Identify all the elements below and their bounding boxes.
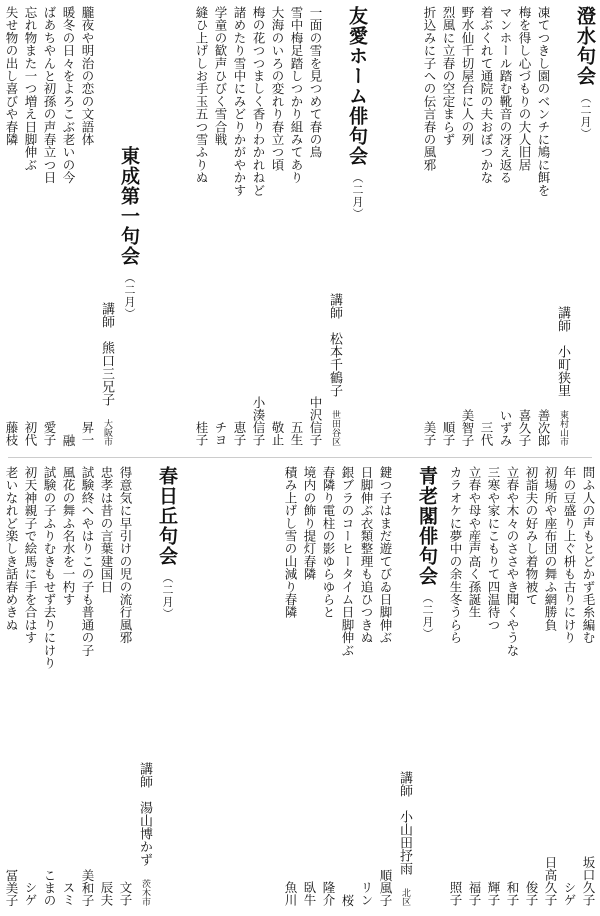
haiku-line: 失せ物の出し喜びや春隣 藤枝	[4, 6, 19, 446]
haiku-line: 着ぶくれて通院の夫おぼつかな 三代	[479, 6, 494, 446]
lecturer-line: 講師 湯山博かず 茨木市	[137, 762, 152, 906]
group-chosui	[422, 6, 596, 446]
group-title: 青老閣俳句会 （二月）	[416, 466, 438, 640]
haiku-line: 野水仙千切屋台に人の列 美智子	[460, 6, 475, 446]
lecturer-line: 講師 熊口三兄子 大阪市	[99, 302, 114, 446]
haiku-line: 鍵つ子はまだ遊てびゐ日脚伸ぶ 順風子	[378, 466, 393, 906]
haiku-line: 積み上げし雪の山減り春隣 魚川	[283, 466, 298, 906]
lecturer-line: 講師 小山田抒雨 北区	[397, 771, 412, 906]
haiku-line: 凍てつきし園のベンチに鳩に餌を 善次郎	[536, 6, 551, 446]
group-tosei	[4, 6, 140, 446]
haiku-line: カラオケに夢中の余生冬うらら 照子	[448, 466, 463, 906]
haiku-line: 三寒や家にこもりて四温待つ 輝子	[486, 466, 501, 906]
haiku-line: 大海のいろの変れり春立つ頃 敬止	[270, 6, 285, 446]
haiku-line: マンホール踏む靴音の冴え返る いずみ	[498, 6, 513, 446]
haiku-line: 銀ブラのコーヒータイム日脚伸ぶ 桜	[340, 466, 355, 906]
group-yuai	[194, 6, 368, 446]
haiku-line: 烈風に立春の空定まらず 順子	[441, 6, 456, 446]
haiku-line: 問ふ人の声もとどかず毛糸編む 坂口久子	[581, 466, 596, 906]
haiku-line: 得意気に早引けの児の流行風邪 文子	[118, 466, 133, 906]
haiku-line: 梅を得し心づもりの大人旧居 喜久子	[517, 6, 532, 446]
haiku-line: 暖冬の日々をよろこぶ老いの今 融	[61, 6, 76, 446]
group-title: 友愛ホーム俳句会 （二月）	[346, 6, 368, 220]
haiku-line: 朧夜や明治の恋の文語体 昇一	[80, 6, 95, 446]
group-title: 澄水句会 （二月）	[574, 6, 596, 140]
haiku-line: ばあちやんと初孫の声春立つ日 愛子	[42, 6, 57, 446]
group-title: 東成第一句会 （二月）	[118, 146, 140, 320]
haiku-line: 境内の飾り提灯春隣 臥牛	[302, 466, 317, 906]
haiku-line: 初場所や座布団の舞ふ網勝負 日高久子	[543, 466, 558, 906]
haiku-line: 老いなれど楽しき話春めきぬ 冨美子	[4, 466, 19, 906]
haiku-line: 忘れ物また一つ増え日脚伸ぶ 初代	[23, 6, 38, 446]
haiku-line: 諸めたり雪中にみどりかがやかす 恵子	[232, 6, 247, 446]
lecturer-line: 講師 松本千鶴子 世田谷区	[327, 293, 342, 446]
haiku-line: 梅の花つつましく香りわかれねど 小湊信子	[251, 6, 266, 446]
haiku-line: 折込みに子への伝言春の風邪 美子	[422, 6, 437, 446]
group-continued	[448, 466, 596, 906]
group-seiro	[283, 466, 438, 906]
haiku-line: 試験の子ふりむきもせず去りにけり こまの	[42, 466, 57, 906]
haiku-line: 日脚伸ぶ衣類整理も追ひつきぬ リン	[359, 466, 374, 906]
haiku-line: 縫ひ上げしお手玉五つ雪ふりぬ 桂子	[194, 6, 209, 446]
haiku-line: 試験終へやはりこの子も普通の子 美和子	[80, 466, 95, 906]
center-divider	[8, 457, 592, 458]
haiku-line: 忠孝は昔の言葉建国日 辰夫	[99, 466, 114, 906]
haiku-line: 立春や母や産声高く孫誕生 福子	[467, 466, 482, 906]
lecturer-line: 講師 小町狭里 東村山市	[555, 306, 570, 446]
haiku-line: 風花の舞ふ名水を一杓す スミ	[61, 466, 76, 906]
haiku-line: 立春や木々のささやき聞くやうな 和子	[505, 466, 520, 906]
haiku-line: 年の豆盛り上ぐ枡も古りにけり シゲ	[562, 466, 577, 906]
haiku-line: 初詣夫の好みし着物被て 俊子	[524, 466, 539, 906]
haiku-line: 雪中梅足踏しつかり組みてあり 五生	[289, 6, 304, 446]
haiku-line: 春隣り電柱の影ゆらゆらと 隆介	[321, 466, 336, 906]
group-kasugaoka	[4, 466, 178, 906]
group-title: 春日丘句会 （二月）	[156, 466, 178, 620]
haiku-line: 学童の歓声ひびく雪合戦 チヨ	[213, 6, 228, 446]
haiku-line: 初天神親子で絵馬に手を合はす シゲ	[23, 466, 38, 906]
haiku-line: 一面の雪を見つめて春の鳥 中沢信子	[308, 6, 323, 446]
